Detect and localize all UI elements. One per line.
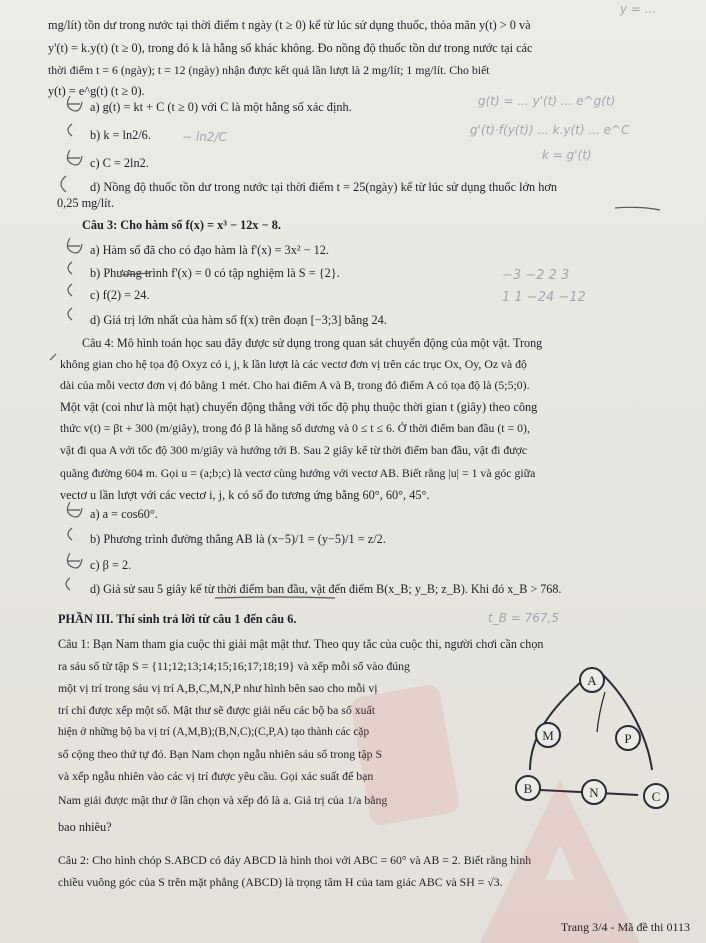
check-mark xyxy=(68,528,72,540)
check-mark xyxy=(67,150,82,165)
statement-d: d) Giả sử sau 5 giây kể từ thời điểm ban đầu, vật đến điểm B(x_B; y_B; z_B). Khi đó x_B > 768. xyxy=(90,582,562,596)
statement-a: a) a = cos60°. xyxy=(90,507,158,521)
statement-a: a) Hàm số đã cho có đạo hàm là f'(x) = 3x² − 12. xyxy=(90,243,329,257)
text-line: chiều vuông góc của S trên mặt phẳng (ABCD) là trọng tâm H của tam giác ABC và SH = √3. xyxy=(58,875,503,889)
handwriting-note: y = ... xyxy=(620,2,657,16)
text-line: trí chỉ được xếp một số. Mật thư sẽ được giải nếu các bộ ba số xuất xyxy=(58,703,376,717)
handwriting-note: g'(t)·f(y(t)) ... k.y(t) ... e^C xyxy=(470,123,630,137)
text-line: hiện ở những bộ ba vị trí (A,M,B);(B,N,C);(C,P,A) tạo thành các cặp xyxy=(58,726,370,738)
node-P-label: P xyxy=(624,731,632,746)
statement-b: b) Phương trình f'(x) = 0 có tập nghiệm là S = {2}. xyxy=(90,266,340,280)
handwriting-note: k = g'(t) xyxy=(542,148,592,162)
node-B-label: B xyxy=(523,781,533,796)
check-mark xyxy=(67,553,82,568)
check-mark xyxy=(67,96,82,111)
statement-c: c) f(2) = 24. xyxy=(90,288,150,302)
check-mark xyxy=(68,284,72,296)
handwriting-note: 1 1 −24 −12 xyxy=(502,290,586,305)
part-3-heading: PHẦN III. Thí sinh trả lời từ câu 1 đến câu 6. xyxy=(58,612,297,626)
underline-mark xyxy=(122,273,150,275)
text-line: y(t) = e^g(t) (t ≥ 0). xyxy=(48,84,145,98)
check-mark xyxy=(66,578,70,590)
node-M-label: M xyxy=(542,728,554,743)
node-A-label: A xyxy=(587,673,597,688)
handwriting-note: t_B = 767,5 xyxy=(488,611,559,625)
text-line: ra sáu số từ tập S = {11;12;13;14;15;16;17;18;19} và xếp mỗi số vào đúng xyxy=(58,659,410,673)
text-line: thời điểm t = 6 (ngày); t = 12 (ngày) nhận được kết quả lần lượt là 2 mg/lít; 1 mg/lít. Cho biết xyxy=(48,63,490,77)
handwriting-note: − ln2/C xyxy=(182,130,227,144)
check-mark xyxy=(67,238,82,253)
text-line: vectơ u lần lượt với các vectơ i, j, k có số đo tương ứng bằng 60°, 60°, 45°. xyxy=(60,488,430,502)
watermark xyxy=(349,683,640,943)
statement-a: a) g(t) = kt + C (t ≥ 0) với C là một hằng số xác định. xyxy=(90,100,352,114)
check-mark xyxy=(68,308,72,320)
diagram-edge xyxy=(600,672,652,770)
text-line: số cộng theo thứ tự đó. Bạn Nam chọn ngẫu nhiên sáu số trong tập S xyxy=(58,747,383,761)
underline-mark xyxy=(215,597,335,598)
handwriting-note: g(t) = ... y'(t) ... e^g(t) xyxy=(478,94,616,108)
text-line: Nam giải được mật thư ở lần chọn và xếp đó là a. Giá trị của 1/a bằng xyxy=(58,793,388,807)
text-line: 0,25 mg/lít. xyxy=(57,196,115,210)
check-mark xyxy=(68,124,72,136)
check-mark xyxy=(67,502,82,517)
text-line: vật đi qua A với tốc độ 300 m/giây và hướng tới B. Sau 2 giây kể từ thời điểm ban đầu, vật đi được xyxy=(60,443,528,457)
node-C-label: C xyxy=(651,789,661,804)
text-line: bao nhiêu? xyxy=(58,820,112,834)
statement-c: c) C = 2ln2. xyxy=(90,156,149,170)
node-N-label: N xyxy=(589,785,599,800)
question-3-title: Câu 3: Cho hàm số f(x) = x³ − 12x − 8. xyxy=(82,218,281,232)
statement-b: b) Phương trình đường thẳng AB là (x−5)/1 = (y−5)/1 = z/2. xyxy=(90,532,386,546)
statement-d: d) Giá trị lớn nhất của hàm số f(x) trên đoạn [−3;3] bằng 24. xyxy=(90,313,387,327)
check-mark xyxy=(68,262,72,274)
text-line: một vị trí trong sáu vị trí A,B,C,M,N,P như hình bên sao cho mỗi vị xyxy=(58,681,378,695)
question-2-line: Câu 2: Cho hình chóp S.ABCD có đáy ABCD là hình thoi với ABC = 60° và AB = 2. Biết rằng hình xyxy=(58,853,532,867)
statement-b: b) k = ln2/6. xyxy=(90,128,151,142)
check-mark xyxy=(61,176,66,192)
statement-d: d) Nồng độ thuốc tồn dư trong nước tại thời điểm t = 25(ngày) kể từ lúc sử dụng thuốc lớn hơn xyxy=(90,180,558,194)
question-1-line: Câu 1: Bạn Nam tham gia cuộc thi giải mật mật thư. Theo quy tắc của cuộc thi, người chơi cần chọn xyxy=(58,637,544,651)
check-mark xyxy=(50,354,56,360)
page-footer: Trang 3/4 - Mã đề thi 0113 xyxy=(560,920,690,934)
question-4-line: Câu 4: Mô hình toán học sau đây được sử dụng trong quan sát chuyển động của một vật. Trong xyxy=(82,336,543,350)
text-line: và xếp ngẫu nhiên vào các vị trí được yêu cầu. Gọi xác suất để bạn xyxy=(58,769,374,783)
text-line: mg/lít) tồn dư trong nước tại thời điểm t ngày (t ≥ 0) kể từ lúc sử dụng thuốc, thỏa mãn y(t) > 0 và xyxy=(48,18,531,32)
underline-mark xyxy=(615,207,660,210)
handwriting-note: −3 −2 2 3 xyxy=(502,268,570,283)
text-line: không gian cho hệ tọa độ Oxyz có i, j, k lần lượt là các vectơ đơn vị trên các trục Ox, Oy, Oz và độ xyxy=(60,357,527,371)
text-line: Một vật (coi như là một hạt) chuyển động thẳng với tốc độ phụ thuộc thời gian t (giây) theo công xyxy=(60,400,538,414)
text-line: quãng đường 604 m. Gọi u = (a;b;c) là vectơ cùng hướng với vectơ AB. Biết rằng |u| = 1 và góc giữa xyxy=(60,466,536,480)
text-line: thức v(t) = βt + 300 (m/giây), trong đó β là hằng số dương và 0 ≤ t ≤ 6. Ở thời điểm ban đầu (t = 0), xyxy=(60,421,530,435)
text-line: y'(t) = k.y(t) (t ≥ 0), trong đó k là hằng số khác không. Đo nồng độ thuốc tồn dư trong nước tại các xyxy=(48,41,533,55)
text-line: dài của mỗi vectơ đơn vị đó bằng 1 mét. Cho hai điểm A và B, trong đó điểm A có tọa độ là (5;5;0). xyxy=(60,378,530,392)
statement-c: c) β = 2. xyxy=(90,558,132,572)
